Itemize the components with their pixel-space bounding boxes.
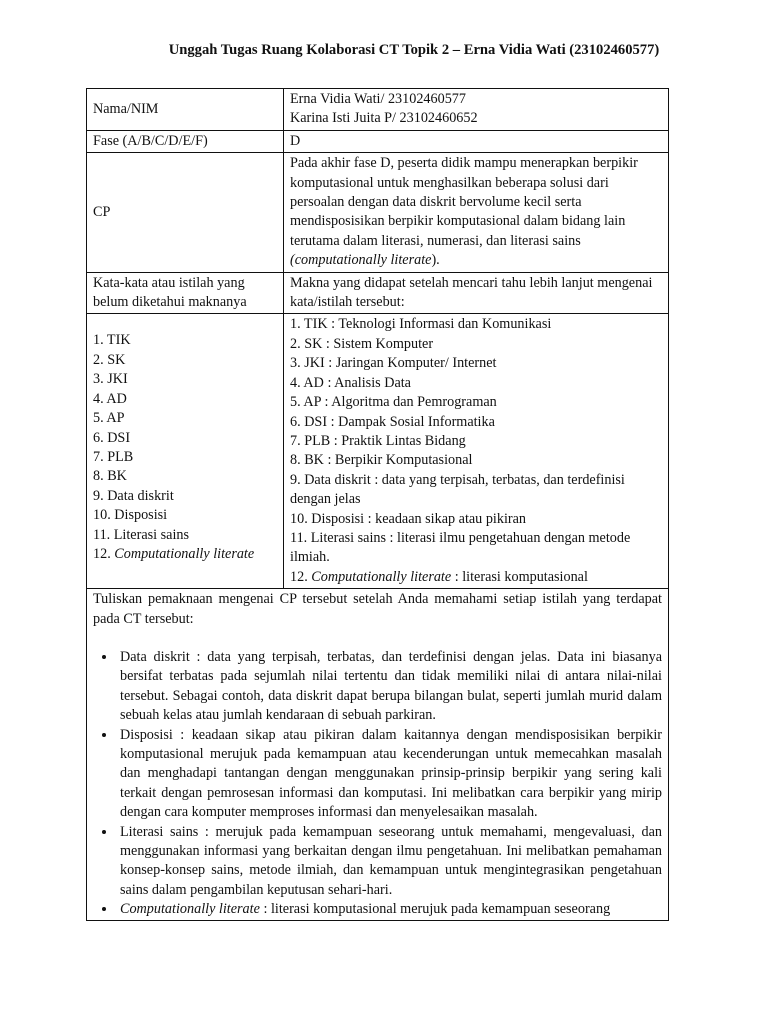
meaning-item: 9. Data diskrit : data yang terpisah, terbatas, dan terdefinisi dengan jelas <box>290 471 625 508</box>
meanings-list <box>284 314 669 589</box>
term-item: 4. AD <box>93 390 127 407</box>
term-item: 1. TIK <box>93 332 131 349</box>
meaning-item: 2. SK : Sistem Komputer <box>290 335 434 352</box>
term-item: 5. AP <box>93 410 125 427</box>
term-item: 9. Data diskrit <box>93 487 174 504</box>
meaning-12-prefix: 12. <box>290 568 312 585</box>
term-item: 2. SK <box>93 351 126 368</box>
meaning-12-rest: : literasi komputasional <box>451 568 588 585</box>
assignment-table <box>86 88 669 921</box>
value-fase: D <box>284 130 669 152</box>
terms-list <box>87 314 284 589</box>
point-item: • Literasi sains : merujuk pada kemampuan seseorang untuk memahami, mengevaluasi, dan menggunakan informasi yang berkaitan dengan ilmu pengetahuan. Ini melibatkan pemahaman konsep-konsep sains, metode ilmiah, dan kemampuan untuk mengintegrasikan pengetahuan sains dalam pengambilan keputusan sehari-hari. <box>117 823 662 901</box>
meaning-item: 3. JKI : Jaringan Komputer/ Internet <box>290 355 497 372</box>
row-fase <box>87 130 669 152</box>
pemaknaan-points <box>93 648 662 920</box>
meaning-item: 11. Literasi sains : literasi ilmu pengetahuan dengan metode ilmiah. <box>290 529 631 566</box>
meaning-12-italic: Computationally literate <box>311 568 452 585</box>
term-item: 7. PLB <box>93 448 134 465</box>
point-last-rest: : literasi komputasional merujuk pada kemampuan seseorang <box>259 901 611 918</box>
point-item: • Data diskrit : data yang terpisah, terbatas, dan terdefinisi dengan jelas. Data ini biasanya bersifat terbatas pada sejumlah nilai tertentu dan tidak memiliki nilai di antara nilai-nilai tersebut. Sebagai contoh, data diskrit dapat berupa bilangan bulat, seperti jumlah murid dalam sebuah kelas atau jumlah kendaraan di sebuah parkiran. <box>117 648 662 726</box>
term-12-prefix: 12. <box>93 545 115 562</box>
row-pemaknaan <box>87 589 669 921</box>
term-item: 8. BK <box>93 468 127 485</box>
row-cp <box>87 153 669 272</box>
point-item: • Disposisi : keadaan sikap atau pikiran dalam kaitannya dengan mendisposisikan berpikir komputasional merujuk pada kemampuan atau kecenderungan untuk memecahkan masalah dan menghadapi tantangan dengan menggunakan prinsip-prinsip berpikir yang sering kali terkait dengan pemrosesan informasi dan komputasi. Ini melibatkan cara berpikir yang mirip dengan cara komputer memproses informasi dan menyelesaikan masalah. <box>117 726 662 823</box>
row-istilah-list <box>87 314 669 589</box>
term-item: 6. DSI <box>93 429 131 446</box>
term-item <box>93 545 277 564</box>
label-cp: CP <box>87 153 284 272</box>
meaning-item: 5. AP : Algoritma dan Pemrograman <box>290 394 497 411</box>
label-istilah: Kata-kata atau istilah yang belum diketahui maknanya <box>87 272 284 314</box>
label-fase: Fase (A/B/C/D/E/F) <box>87 130 284 152</box>
meaning-item <box>290 568 662 587</box>
point-last-italic: Computationally literate <box>120 901 260 918</box>
meaning-item: 4. AD : Analisis Data <box>290 374 411 391</box>
point-item <box>117 900 662 919</box>
row-istilah-header <box>87 272 669 314</box>
cp-text: Pada akhir fase D, peserta didik mampu menerapkan berpikir komputasional untuk menghasilkan beberapa solusi dari persoalan dengan data diskrit bervolume kecil serta mendisposisikan berpikir komputasional dalam bidang lain terutama dalam literasi, numerasi, dan literasi sains <box>290 155 638 249</box>
meaning-item: 1. TIK : Teknologi Informasi dan Komunikasi <box>290 316 552 333</box>
value-nama <box>284 89 669 131</box>
document-title: Unggah Tugas Ruang Kolaborasi CT Topik 2 – Erna Vidia Wati (23102460577) <box>168 42 660 58</box>
value-cp <box>284 153 669 272</box>
term-12-italic: Computationally literate <box>114 545 255 562</box>
value-nama-2: Karina Isti Juita P/ 23102460652 <box>290 110 478 127</box>
value-nama-1: Erna Vidia Wati/ 23102460577 <box>290 91 466 107</box>
label-nama: Nama/NIM <box>87 89 284 131</box>
cp-text-italic: (computationally literate <box>290 252 432 269</box>
header-makna: Makna yang didapat setelah mencari tahu lebih lanjut mengenai kata/istilah tersebut: <box>284 272 669 314</box>
term-item: 11. Literasi sains <box>93 526 190 543</box>
meaning-item: 6. DSI : Dampak Sosial Informatika <box>290 413 495 430</box>
row-nama <box>87 89 669 131</box>
pemaknaan-prompt: Tuliskan pemaknaan mengenai CP tersebut setelah Anda memahami setiap istilah yang terdapat pada CT tersebut: <box>93 591 662 627</box>
term-item: 3. JKI <box>93 371 128 388</box>
cp-text-end: ). <box>431 252 440 269</box>
meaning-item: 10. Disposisi : keadaan sikap atau pikiran <box>290 510 527 527</box>
term-item: 10. Disposisi <box>93 507 168 524</box>
meaning-item: 8. BK : Berpikir Komputasional <box>290 452 473 469</box>
pemaknaan-cell <box>87 589 669 921</box>
meaning-item: 7. PLB : Praktik Lintas Bidang <box>290 432 466 449</box>
